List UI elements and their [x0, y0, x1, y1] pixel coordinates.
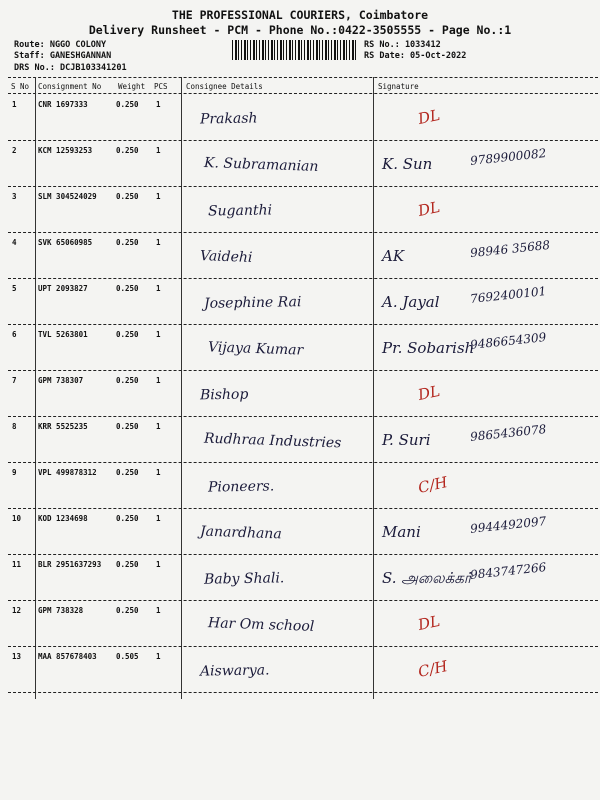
row-weight: 0.250 — [116, 606, 139, 615]
row-phone-handwritten: 98946 35688 — [469, 237, 551, 261]
row-consignment-no: SVK 65060985 — [38, 238, 93, 247]
drs-number: DRS No.: DCJB103341201 — [14, 63, 127, 73]
row-consignee-handwritten: Suganthi — [207, 202, 273, 220]
row-phone-handwritten: 9865436078 — [469, 422, 547, 444]
row-status-stamp: C/H — [416, 657, 450, 681]
row-pcs: 1 — [156, 560, 161, 569]
row-signature: A. Jayal — [382, 293, 440, 311]
row-sno: 7 — [12, 376, 17, 385]
row-weight: 0.250 — [116, 238, 139, 247]
col-header-weight: Weight — [118, 82, 146, 91]
row-weight: 0.250 — [116, 514, 139, 523]
row-consignment-no: KRR 5525235 — [38, 422, 88, 431]
row-signature: AK — [382, 247, 405, 265]
col-header-consignment: Consignment No — [38, 82, 102, 91]
row-weight: 0.250 — [116, 422, 139, 431]
row-phone-handwritten: 9843747266 — [469, 560, 547, 582]
row-consignee-handwritten: Josephine Rai — [203, 294, 302, 312]
document-title: THE PROFESSIONAL COURIERS, Coimbatore — [171, 8, 429, 22]
row-pcs: 1 — [156, 192, 161, 201]
row-signature: Pr. Sobarish — [382, 339, 475, 357]
row-consignment-no: KCM 12593253 — [38, 146, 93, 155]
row-phone-handwritten: 9789900082 — [469, 146, 547, 168]
row-divider — [8, 324, 598, 325]
col-header-signature: Signature — [378, 82, 419, 91]
row-sno: 12 — [12, 606, 22, 615]
row-pcs: 1 — [156, 652, 161, 661]
row-sno: 2 — [12, 146, 17, 155]
row-pcs: 1 — [156, 606, 161, 615]
staff-label: Staff: GANESHGANNAN — [14, 51, 112, 61]
row-status-stamp: DL — [416, 381, 442, 405]
row-signature: P. Suri — [382, 431, 431, 449]
row-status-stamp: DL — [416, 197, 442, 221]
row-divider — [8, 462, 598, 463]
row-consignment-no: MAA 857678403 — [38, 652, 97, 661]
row-sno: 11 — [12, 560, 22, 569]
row-divider — [8, 554, 598, 555]
row-consignment-no: GPM 738328 — [38, 606, 84, 615]
header-top-rule — [8, 77, 598, 78]
row-divider — [8, 232, 598, 233]
rs-date: RS Date: 05-Oct-2022 — [364, 51, 467, 61]
col-header-consignee: Consignee Details — [186, 82, 263, 91]
row-consignment-no: VPL 499878312 — [38, 468, 97, 477]
row-pcs: 1 — [156, 330, 161, 339]
row-divider — [8, 278, 598, 279]
row-sno: 13 — [12, 652, 22, 661]
row-consignee-handwritten: Prakash — [199, 110, 258, 128]
row-consignee-handwritten: Rudhraa Industries — [203, 430, 342, 452]
row-status-stamp: C/H — [416, 473, 450, 497]
row-divider — [8, 140, 598, 141]
row-pcs: 1 — [156, 284, 161, 293]
row-status-stamp: DL — [416, 611, 442, 635]
row-consignee-handwritten: Janardhana — [199, 523, 282, 543]
row-divider — [8, 508, 598, 509]
row-consignment-no: TVL 5263801 — [38, 330, 88, 339]
row-signature: K. Sun — [382, 155, 433, 173]
row-consignee-handwritten: Aiswarya. — [199, 662, 270, 680]
row-pcs: 1 — [156, 468, 161, 477]
row-divider — [8, 600, 598, 601]
row-divider — [8, 416, 598, 417]
row-weight: 0.250 — [116, 376, 139, 385]
row-weight: 0.250 — [116, 468, 139, 477]
row-pcs: 1 — [156, 376, 161, 385]
row-pcs: 1 — [156, 100, 161, 109]
row-consignment-no: GPM 738307 — [38, 376, 84, 385]
row-signature: Mani — [382, 523, 421, 541]
row-weight: 0.250 — [116, 560, 139, 569]
row-sno: 6 — [12, 330, 17, 339]
document-subtitle: Delivery Runsheet - PCM - Phone No.:0422-3505555 - Page No.:1 — [88, 23, 512, 37]
barcode-image — [232, 40, 358, 60]
row-divider — [8, 370, 598, 371]
route-label: Route: NGGO COLONY — [14, 40, 107, 50]
row-phone-handwritten: 7692400101 — [469, 284, 547, 306]
row-weight: 0.505 — [116, 652, 139, 661]
row-consignment-no: CNR 1697333 — [38, 100, 88, 109]
row-sno: 1 — [12, 100, 17, 109]
row-sno: 4 — [12, 238, 17, 247]
header-bottom-rule — [8, 93, 598, 94]
rs-number: RS No.: 1033412 — [364, 40, 441, 50]
row-sno: 3 — [12, 192, 17, 201]
row-weight: 0.250 — [116, 284, 139, 293]
col-divider-3 — [373, 77, 374, 699]
row-divider — [8, 692, 598, 693]
row-pcs: 1 — [156, 422, 161, 431]
row-consignment-no: KOD 1234698 — [38, 514, 88, 523]
row-sno: 5 — [12, 284, 17, 293]
row-sno: 9 — [12, 468, 17, 477]
row-sno: 10 — [12, 514, 22, 523]
row-pcs: 1 — [156, 238, 161, 247]
row-pcs: 1 — [156, 146, 161, 155]
row-weight: 0.250 — [116, 146, 139, 155]
row-pcs: 1 — [156, 514, 161, 523]
row-phone-handwritten: 9944492097 — [469, 514, 547, 536]
row-divider — [8, 646, 598, 647]
row-consignee-handwritten: Vaidehi — [199, 248, 253, 266]
row-signature: S. அலைக்கர் — [382, 569, 472, 587]
row-consignee-handwritten: Bishop — [199, 386, 249, 404]
row-divider — [8, 186, 598, 187]
col-divider-1 — [35, 77, 36, 699]
row-consignment-no: BLR 2951637293 — [38, 560, 102, 569]
row-weight: 0.250 — [116, 100, 139, 109]
row-weight: 0.250 — [116, 330, 139, 339]
row-status-stamp: DL — [416, 105, 442, 129]
row-consignee-handwritten: Vijaya Kumar — [207, 339, 304, 359]
row-sno: 8 — [12, 422, 17, 431]
row-consignee-handwritten: Pioneers. — [207, 478, 275, 496]
col-header-sno: S No — [11, 82, 30, 91]
col-header-pcs: PCS — [154, 82, 168, 91]
row-consignee-handwritten: Har Om school — [207, 615, 315, 635]
col-divider-2 — [181, 77, 182, 699]
row-weight: 0.250 — [116, 192, 139, 201]
row-consignment-no: UPT 2093827 — [38, 284, 88, 293]
row-phone-handwritten: 9486654309 — [469, 330, 547, 352]
row-consignee-handwritten: K. Subramanian — [203, 155, 319, 175]
row-consignee-handwritten: Baby Shali. — [203, 570, 285, 588]
row-consignment-no: SLM 304524029 — [38, 192, 97, 201]
